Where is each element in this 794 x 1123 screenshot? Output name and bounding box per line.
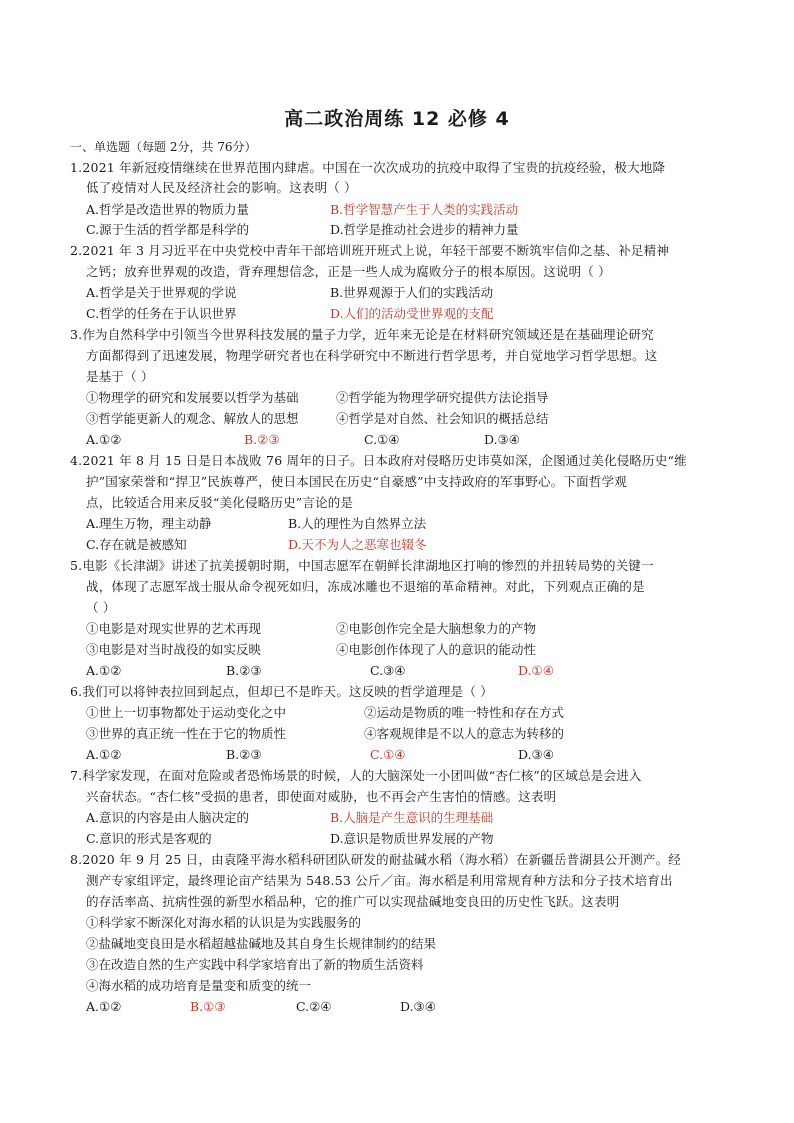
- question-5-option-b: B.②③: [226, 663, 262, 678]
- question-3-statement-3: ③哲学能更新人的观念、解放人的思想: [86, 411, 299, 426]
- question-8-option-c: C.②④: [296, 999, 332, 1014]
- question-4-stem-line-2: 护”国家荣誉和“捍卫”民族尊严，使日本国民在历史“自豪感”中支持政府的军事野心。下面哲学观: [86, 474, 627, 489]
- question-1-option-b: B.哲学智慧产生于人类的实践活动: [330, 202, 519, 217]
- question-2-stem-line-1: 2.2021 年 3 月习近平在中央党校中青年干部培训班开班式上说，年轻干部要不断筑牢信仰之基、补足精神: [70, 243, 670, 258]
- question-4-option-d: D.天不为人之恶寒也辍冬: [288, 537, 427, 552]
- question-2-option-d: D.人们的活动受世界观的支配: [330, 306, 494, 321]
- question-4-option-c: C.存在就是被感知: [86, 537, 187, 552]
- question-3-option-a: A.①②: [86, 432, 122, 447]
- question-3-option-d: D.③④: [484, 432, 520, 447]
- question-8-stem-line-2: 测产专家组评定，最终理论亩产结果为 548.53 公斤／亩。海水稻是利用常规育种方法和分子技术培育出: [86, 873, 673, 888]
- question-2-option-a: A.哲学是关于世界观的学说: [86, 285, 237, 300]
- question-5-stem-line-2: 战，体现了志愿军战士服从命令视死如归，冻成冰雕也不退缩的革命精神。对此，下列观点正确的是: [86, 579, 645, 594]
- question-3-statement-4: ④哲学是对自然、社会知识的概括总结: [336, 411, 549, 426]
- question-5-option-d: D.①④: [518, 663, 554, 678]
- question-6-option-a: A.①②: [86, 747, 122, 762]
- question-5-option-a: A.①②: [86, 663, 122, 678]
- question-2-option-c: C.哲学的任务在于认识世界: [86, 306, 237, 321]
- question-6-statement-4: ④客观规律是不以人的意志为转移的: [364, 726, 565, 741]
- question-8-statement-3: ③在改造自然的生产实践中科学家培育出了新的物质生活资料: [86, 957, 424, 972]
- question-5-statement-3: ③电影是对当时战役的如实反映: [86, 642, 262, 657]
- question-8-statement-2: ②盐碱地变良田是水稻超越盐碱地及其自身生长规律制约的结果: [86, 936, 437, 951]
- question-3-option-b: B.②③: [244, 432, 280, 447]
- question-1-option-a: A.哲学是改造世界的物质力量: [86, 202, 250, 217]
- question-6-statement-2: ②运动是物质的唯一特性和存在方式: [364, 705, 565, 720]
- question-5-stem-line-3: （ ）: [86, 600, 116, 615]
- question-1-option-c: C.源于生活的哲学都是科学的: [86, 222, 250, 237]
- question-8-option-d: D.③④: [400, 999, 436, 1014]
- question-2-option-b: B.世界观源于人们的实践活动: [330, 285, 494, 300]
- question-3-stem-line-3: 是基于（ ）: [86, 369, 154, 384]
- question-8-option-a: A.①②: [86, 999, 122, 1014]
- question-6-option-c: C.①④: [370, 747, 406, 762]
- question-7-option-b: B.人脑是产生意识的生理基础: [330, 810, 494, 825]
- question-4-stem-line-3: 点，比较适合用来反驳“美化侵略历史”言论的是: [86, 495, 354, 510]
- question-5-stem-line-1: 5.电影《长津湖》讲述了抗美援朝时期，中国志愿军在朝鲜长津湖地区打响的惨烈的并扭转局势的关键一: [70, 558, 654, 573]
- question-4-stem-line-1: 4.2021 年 8 月 15 日是日本战败 76 周年的日子。日本政府对侵略历史讳莫如深，企图通过美化侵略历史“维: [70, 453, 687, 468]
- question-6-statement-3: ③世界的真正统一性在于它的物质性: [86, 726, 287, 741]
- question-3-stem-line-2: 方面都得到了迅速发展，物理学研究者也在科学研究中不断进行哲学思考，并自觉地学习哲学思想。这: [86, 348, 658, 363]
- question-1-option-d: D.哲学是推动社会进步的精神力量: [330, 222, 519, 237]
- question-4-option-a: A.理生万物，理主动静: [86, 516, 212, 531]
- question-7-option-a: A.意识的内容是由人脑决定的: [86, 810, 250, 825]
- question-5-option-c: C.③④: [370, 663, 406, 678]
- question-3-statement-1: ①物理学的研究和发展要以哲学为基础: [86, 390, 299, 405]
- question-3-stem-line-1: 3.作为自然科学中引领当今世界科技发展的量子力学，近年来无论是在材料研究领域还是在基础理论研究: [70, 327, 654, 342]
- question-4-option-b: B.人的理性为自然界立法: [288, 516, 427, 531]
- question-2-stem-line-2: 之钙；放弃世界观的改造，背弃理想信念，正是一些人成为腐败分子的根本原因。这说明（ ）: [86, 264, 611, 279]
- question-8-statement-4: ④海水稻的成功培育是量变和质变的统一: [86, 978, 312, 993]
- question-7-stem-line-2: 兴奋状态。“杏仁核”受损的患者，即使面对威胁，也不再会产生害怕的情感。这表明: [86, 789, 557, 804]
- page-title: 高二政治周练 12 必修 4: [284, 108, 510, 130]
- question-7-stem-line-1: 7.科学家发现，在面对危险或者恐怖场景的时候，人的大脑深处一小团叫做“杏仁核”的区域总是会进入: [70, 768, 642, 783]
- question-8-option-b: B.①③: [190, 999, 226, 1014]
- section-heading: 一、单选题（每题 2分，共 76分）: [70, 140, 257, 154]
- question-3-option-c: C.①④: [364, 432, 400, 447]
- question-5-statement-1: ①电影是对现实世界的艺术再现: [86, 621, 262, 636]
- question-7-option-c: C.意识的形式是客观的: [86, 831, 212, 846]
- question-8-statement-1: ①科学家不断深化对海水稻的认识是为实践服务的: [86, 915, 362, 930]
- question-6-statement-1: ①世上一切事物都处于运动变化之中: [86, 705, 287, 720]
- question-8-stem-line-3: 的存活率高、抗病性强的新型水稻品种，它的推广可以实现盐碱地变良田的历史性飞跃。这表明: [86, 894, 620, 909]
- question-6-option-d: D.③④: [518, 747, 554, 762]
- question-5-statement-4: ④电影创作体现了人的意识的能动性: [336, 642, 537, 657]
- question-7-option-d: D.意识是物质世界发展的产物: [330, 831, 494, 846]
- question-8-stem-line-1: 8.2020 年 9 月 25 日，由袁隆平海水稻科研团队研发的耐盐碱水稻（海水稻）在新疆岳普湖县公开测产。经: [70, 852, 681, 867]
- question-5-statement-2: ②电影创作完全是大脑想象力的产物: [336, 621, 537, 636]
- question-6-stem-line-1: 6.我们可以将钟表拉回到起点，但却已不是昨天。这反映的哲学道理是（ ）: [70, 684, 493, 699]
- question-6-option-b: B.②③: [226, 747, 262, 762]
- question-1-stem-line-2: 低了疫情对人民及经济社会的影响。这表明（ ）: [86, 180, 357, 195]
- question-1-stem-line-1: 1.2021 年新冠疫情继续在世界范围内肆虐。中国在一次次成功的抗疫中取得了宝贵的抗疫经验，极大地降: [70, 160, 666, 175]
- question-3-statement-2: ②哲学能为物理学研究提供方法论指导: [336, 390, 549, 405]
